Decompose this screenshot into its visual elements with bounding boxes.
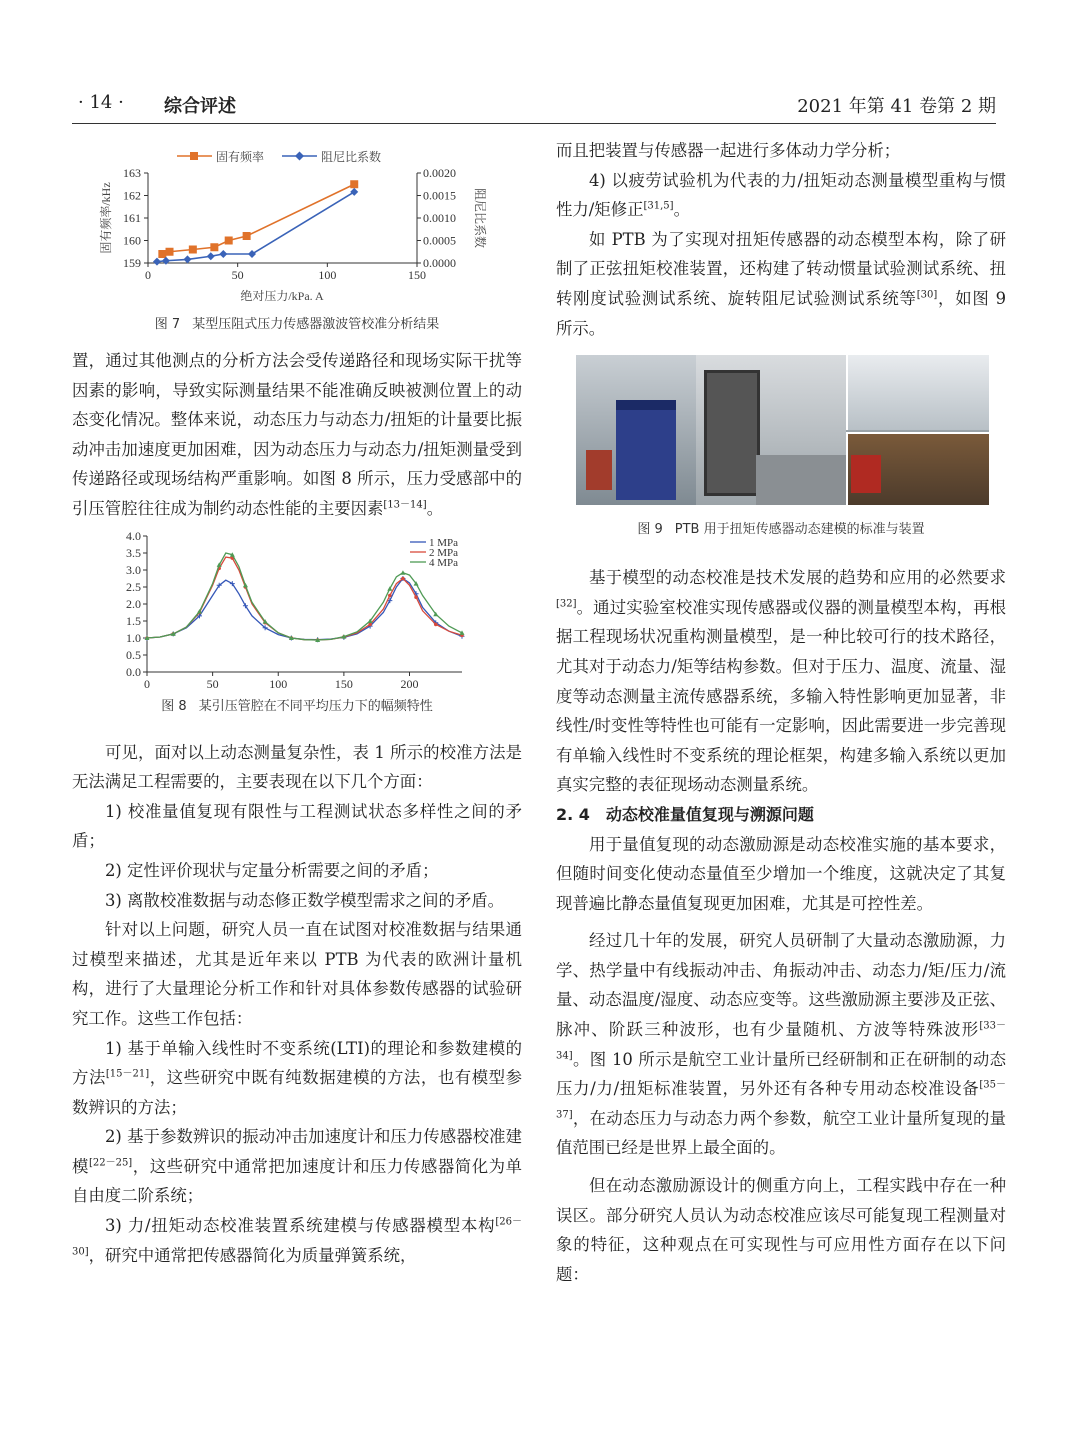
- photo-table: [756, 455, 846, 505]
- left-para-7-text: 1) 基于单输入线性时不变系统(LTI)的理论和参数建模的方法: [72, 1038, 522, 1088]
- data-point-damp: [207, 252, 215, 260]
- citation: [35－37]: [556, 1079, 1006, 1121]
- data-point-freq: [210, 243, 218, 251]
- fig8-series-line-2: [147, 557, 462, 640]
- left-para-8-text: 2) 基于参数辨识的振动冲击加速度计和压力传感器校准建模: [72, 1127, 522, 1176]
- fig8-y-tick-label: 3.0: [126, 562, 141, 577]
- citation: [30]: [916, 289, 938, 301]
- citation: [31,5]: [643, 200, 674, 212]
- right-column: [556, 136, 1006, 1289]
- left-para-9-tail: ，研究中通常把传感器简化为质量弹簧系统，: [88, 1245, 417, 1265]
- fig8-x-tick-label: 50: [206, 676, 219, 691]
- fig8-x-tick-label: 150: [334, 676, 353, 691]
- photo-rack-frame: [704, 370, 760, 496]
- y-tick-label-left: 159: [123, 256, 141, 270]
- left-para-1-end: 。: [426, 498, 444, 518]
- left-para-2: 可见，面对以上动态测量复杂性，表 1 所示的校准方法是无法满足工程需要的，主要表现在以下几个方面：: [72, 742, 522, 792]
- right-para-3-text: 如 PTB 为了实现对扭矩传感器的动态模型本构，除了研制了正弦扭矩校准装置，还构建了转动惯量试验测试系统、扭转刚度试验测试系统、旋转阻尼试验测试系统等: [556, 229, 1006, 308]
- x-axis-title: 绝对压力/kPa. A: [240, 289, 324, 303]
- figure-9-caption-text: PTB 用于扭矩传感器动态建模的标准与装置: [674, 522, 925, 538]
- fig8-x-tick-label: 0: [144, 676, 150, 691]
- citation: [13－14]: [383, 499, 427, 511]
- right-para-6-text: 经过几十年的发展，研究人员研制了大量动态激励源，力学、热学量中有线振动冲击、角振动冲击、动态力/矩/压力/流量、动态温度/湿度、动态应变等。这些激励源主要涉及正弦、脉冲、阶跃三种波形，也有少量随机、方波等特殊波形: [556, 931, 1006, 1040]
- right-para-1: 而且把装置与传感器一起进行多体动力学分析；: [556, 141, 901, 160]
- figure-9-number: 图 9: [637, 522, 663, 538]
- data-point-damp: [350, 188, 358, 196]
- fig8-y-tick-label: 0.0: [126, 664, 141, 679]
- figure-7-chart: [72, 136, 522, 308]
- legend-damp-marker: [295, 152, 304, 161]
- y-tick-label-right: 0.0010: [423, 211, 456, 225]
- citation: [33－34]: [556, 1020, 1006, 1062]
- x-tick-label: 150: [408, 268, 426, 282]
- fig8-legend-label: 1 MPa: [429, 536, 459, 549]
- right-para-7: 但在动态激励源设计的侧重方向上，工程实践中存在一种误区。部分研究人员认为动态校准应该尽可能复现工程测量对象的特征，这种观点在可实现性与可应用性方面存在以下问题：: [556, 1176, 1006, 1284]
- x-tick-label: 0: [145, 268, 151, 282]
- fig8-legend-label: 2 MPa: [429, 546, 459, 559]
- left-para-6: 针对以上问题，研究人员一直在试图对校准数据与结果通过模型来描述，尤其是近年来以 PTB 为代表的欧洲计量机构，进行了大量理论分析工作和针对具体参数传感器的试验研究工作。这些工作包括：: [72, 920, 522, 1028]
- y-tick-label-left: 163: [123, 166, 141, 180]
- data-point-freq: [225, 237, 233, 245]
- photo-red-device: [851, 455, 881, 493]
- right-para-4: [556, 563, 1006, 800]
- fig8-data-point: [401, 576, 405, 580]
- y-axis-title-right: 阻尼比系数: [473, 187, 487, 249]
- fig8-y-tick-label: 3.5: [126, 545, 141, 560]
- right-para-2-tail: 。: [673, 200, 690, 220]
- data-point-damp: [153, 258, 161, 266]
- page-number: · 14 ·: [78, 92, 124, 113]
- data-point-freq: [243, 232, 251, 240]
- data-point-damp: [248, 250, 256, 258]
- fig8-y-tick-label: 1.0: [126, 630, 141, 645]
- photo-red-box: [586, 450, 612, 490]
- figure-8-caption: [72, 696, 522, 718]
- right-para-4-tail: 。通过实验室校准实现传感器或仪器的测量模型本构，再根据工程现场状况重构测量模型，是一种比较可行的技术路径，尤其对于动态力/矩等结构参数。但对于压力、温度、流量、湿度等动态测量主流传感器系统，多输入特性影响更加显著，非线性/时变性等特性也可能有一定影响，因此需要进一步完善现有单输入线性时不变系统的理论框架，构建多输入系统以更加真实完整的表征现场动态测量系统。: [556, 597, 1006, 795]
- citation: [26－30]: [72, 1216, 522, 1258]
- y-tick-label-right: 0.0015: [423, 188, 456, 203]
- right-para-6-tail: ，在动态压力与动态力两个参数，航空工业计量所复现的量值范围已经是世界上最全面的。: [556, 1108, 1006, 1158]
- fig8-data-point: [388, 593, 392, 597]
- left-para-1: [72, 346, 522, 524]
- citation: [32]: [556, 598, 577, 610]
- figure-7-caption-text: 某型压阻式压力传感器激波管校准分析结果: [192, 317, 440, 332]
- left-para-7-tail: ，这些研究中既有纯数据建模的方法，也有模型参数辨识的方法；: [72, 1068, 523, 1117]
- data-point-damp: [183, 255, 191, 263]
- figure-7-caption: [72, 314, 522, 336]
- citation: [22－25]: [88, 1157, 133, 1169]
- data-point-freq: [158, 250, 166, 258]
- figure-8-chart: [72, 530, 522, 692]
- y-tick-label-right: 0.0020: [423, 166, 456, 180]
- legend-freq-label: 固有频率: [216, 150, 265, 164]
- section-heading-2-4: 2. 4 动态校准量值复现与溯源问题: [556, 804, 814, 824]
- photo-blue-frame: [616, 400, 676, 500]
- figure-8: [72, 530, 522, 692]
- figure-7: [72, 136, 522, 308]
- data-point-damp: [219, 250, 227, 258]
- data-point-freq: [166, 248, 174, 256]
- fig8-y-tick-label: 4.0: [126, 529, 141, 543]
- header-rule: [72, 123, 996, 124]
- left-column: [72, 136, 522, 1270]
- left-para-8: [72, 1122, 522, 1211]
- figure-8-caption-text: 某引压管腔在不同平均压力下的幅频特性: [198, 698, 433, 714]
- x-tick-label: 100: [318, 268, 337, 282]
- section-title: 综合评述: [164, 96, 236, 117]
- left-para-9-text: 3) 力/扭矩动态校准装置系统建模与传感器模型本构: [105, 1216, 496, 1236]
- fig8-data-point: [400, 570, 405, 575]
- y-tick-label-right: 0.0005: [423, 233, 456, 248]
- legend-freq-marker: [190, 152, 198, 160]
- y-tick-label-left: 160: [123, 233, 141, 248]
- y-tick-label-left: 161: [123, 211, 141, 225]
- figure-9-photo: [576, 355, 989, 505]
- fig8-data-point: [368, 622, 372, 626]
- left-para-9: [72, 1211, 522, 1270]
- legend-damp-label: 阻尼比系数: [321, 150, 382, 164]
- issue-label: 2021 年第 41 卷第 2 期: [797, 96, 996, 117]
- left-para-5: 3) 离散校准数据与动态修正数学模型需求之间的矛盾。: [105, 890, 505, 910]
- data-point-freq: [189, 246, 197, 254]
- page-header: [72, 92, 996, 122]
- photo-panel-top-right: [846, 355, 989, 430]
- fig8-series-line-1: [147, 578, 462, 639]
- right-para-2-text: 4) 以疲劳试验机为代表的力/扭矩动态测量模型重构与惯性力/矩修正: [556, 170, 1006, 220]
- right-para-4-text: 基于模型的动态校准是技术发展的趋势和应用的必然要求: [589, 568, 1006, 588]
- y-tick-label-right: 0.0000: [423, 256, 456, 270]
- series-line-damp: [157, 192, 354, 262]
- fig8-legend-label: 4 MPa: [429, 556, 459, 569]
- figure-8-number: 图 8: [161, 698, 187, 714]
- fig8-x-tick-label: 200: [400, 676, 419, 691]
- right-para-2: [556, 166, 1006, 225]
- fig8-y-tick-label: 1.5: [126, 613, 141, 628]
- fig8-x-tick-label: 100: [269, 676, 288, 691]
- fig8-y-tick-label: 2.5: [126, 579, 141, 594]
- data-point-freq: [350, 180, 358, 188]
- fig8-data-point: [414, 595, 418, 599]
- left-para-1-text: 置，通过其他测点的分析方法会受传递路径和现场实际干扰等因素的影响，导致实际测量结果不能准确反映被测位置上的动态变化情况。整体来说，动态压力与动态力/扭矩的计量要比振动冲击加速度更加困难，因为动态压力与动态力/扭矩测量受到传递路径或现场结构严重影响。如图 8 所示，压力受感部中的引压管腔往往成为制约动态性能的主要因素: [72, 351, 522, 518]
- left-para-4: 2) 定性评价现状与定量分析需要之间的矛盾；: [105, 860, 439, 880]
- right-para-3: [556, 225, 1006, 343]
- right-para-5: 用于量值复现的动态激励源是动态校准实施的基本要求，但随时间变化使动态量值至少增加一个维度，这就决定了其复现普遍比静态量值复现更加困难，尤其是可控性差。: [556, 834, 1006, 913]
- fig8-y-tick-label: 0.5: [126, 647, 141, 662]
- y-axis-title-left: 固有频率/kHz: [99, 182, 113, 254]
- citation: [15－21]: [105, 1068, 150, 1080]
- figure-7-number: 图 7: [154, 317, 181, 332]
- fig8-y-tick-label: 2.0: [126, 596, 141, 611]
- fig8-data-point: [387, 586, 392, 591]
- right-para-3-tail: ，如图 9 所示。: [556, 288, 1007, 338]
- right-para-6-mid: 。图 10 所示是航空工业计量所已经研制和正在研制的动态压力/力/扭矩标准装置，另外还有各种专用动态校准设备: [556, 1049, 1006, 1099]
- left-para-8-tail: ，这些研究中通常把加速度计和压力传感器简化为单自由度二阶系统；: [72, 1156, 523, 1206]
- figure-9-caption: [556, 519, 1006, 541]
- right-para-6: [556, 926, 1006, 1163]
- fig8-data-point: [434, 622, 438, 626]
- series-line-freq: [162, 184, 354, 254]
- x-tick-label: 50: [231, 268, 244, 282]
- left-para-3: 1) 校准量值复现有限性与工程测试状态多样性之间的矛盾；: [72, 801, 522, 851]
- left-para-7: [72, 1034, 522, 1123]
- y-tick-label-left: 162: [123, 188, 141, 203]
